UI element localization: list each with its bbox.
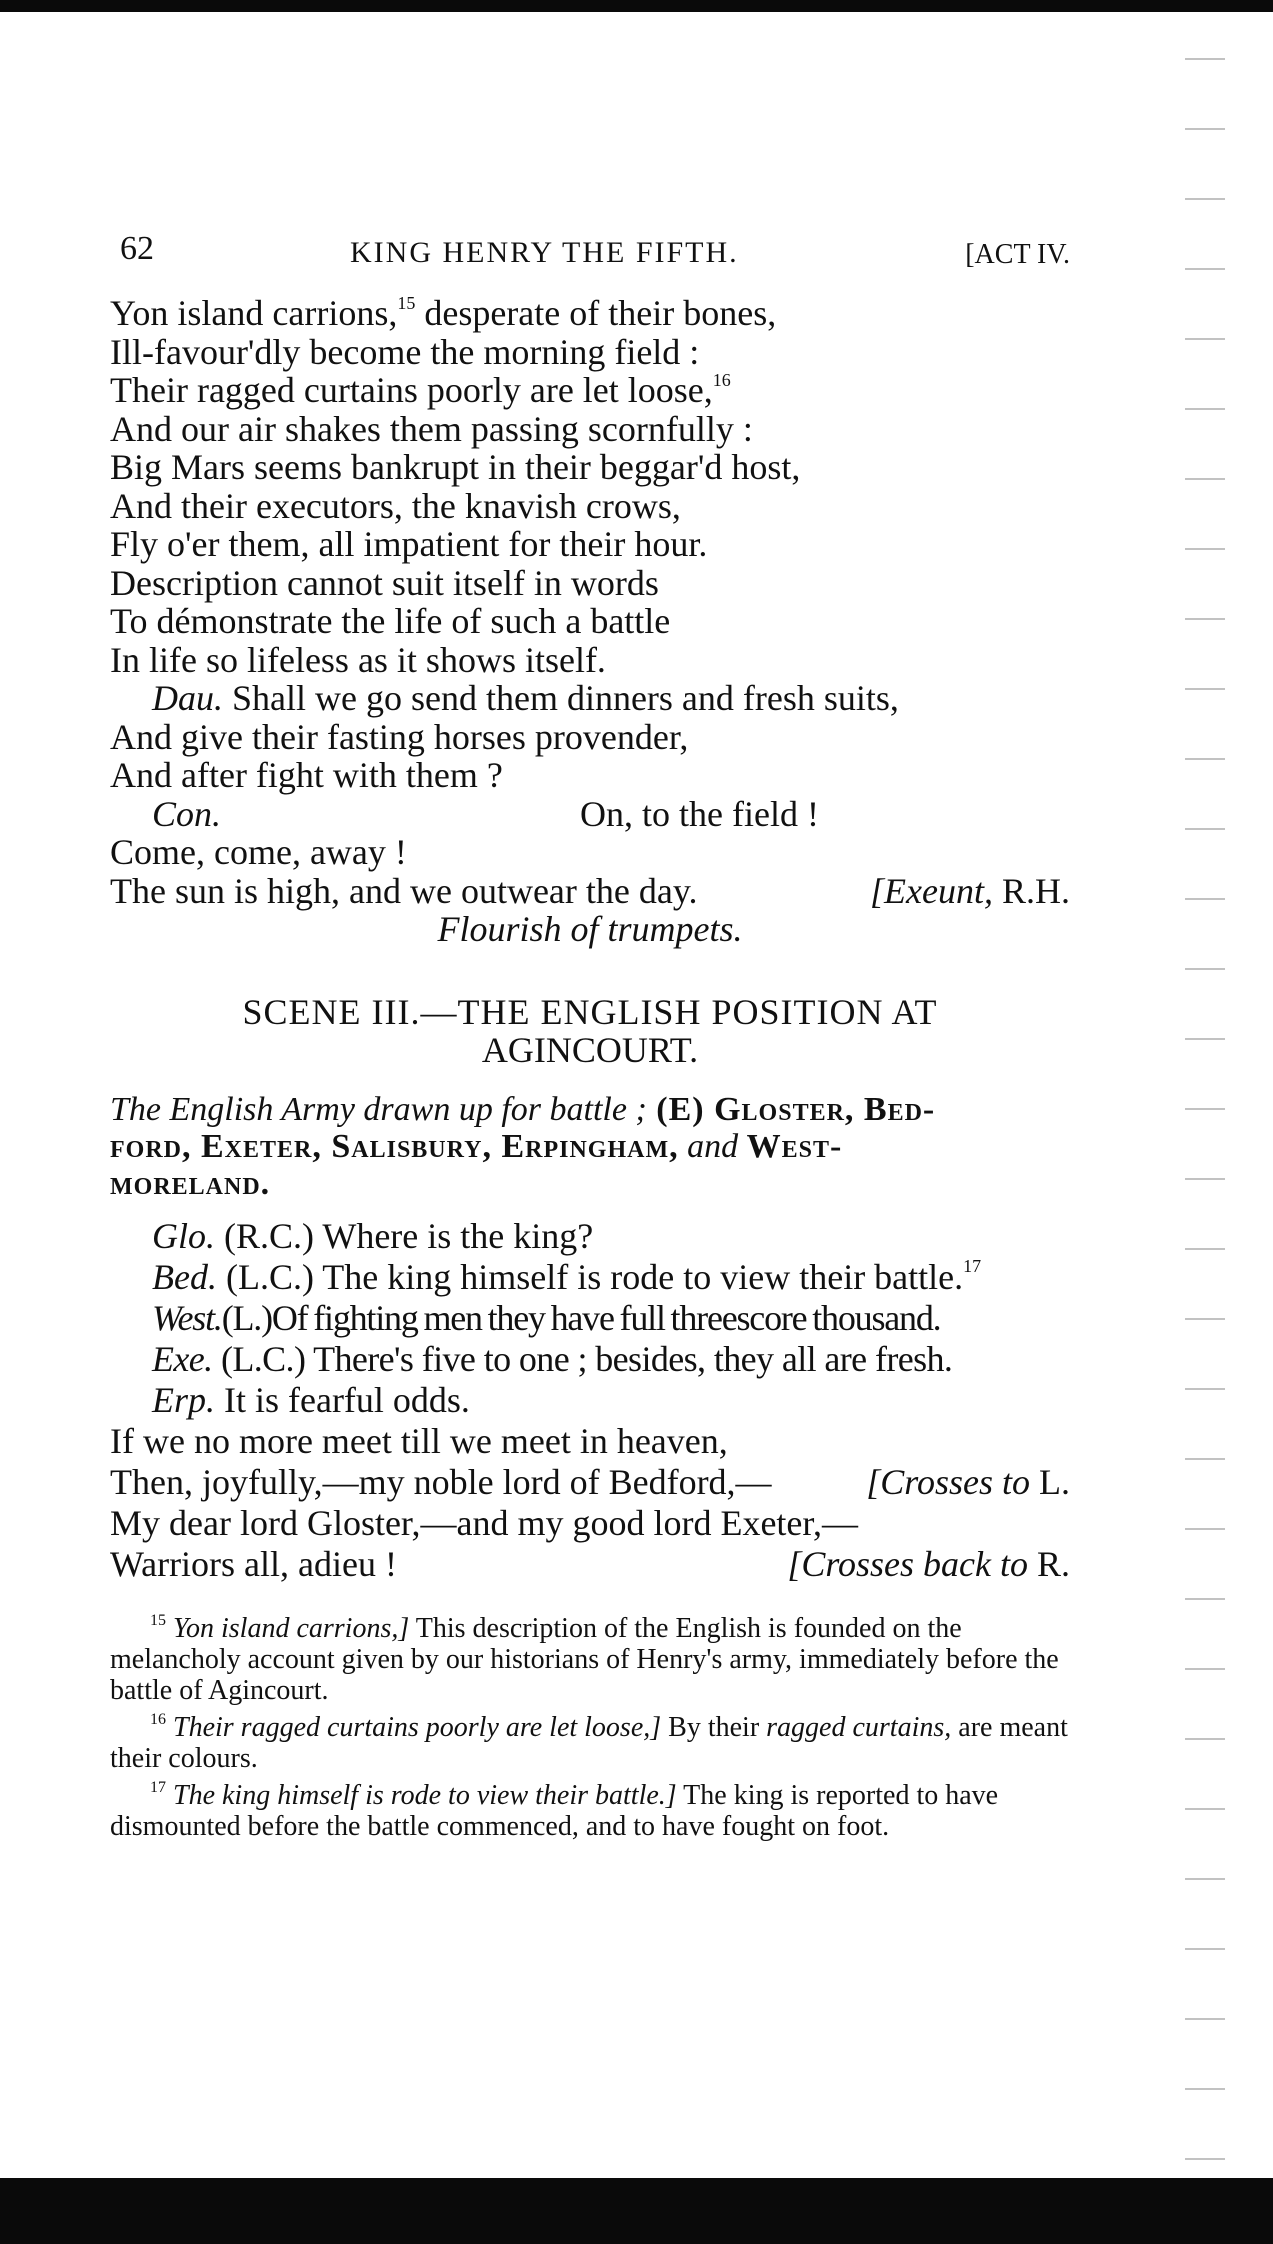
speaker-name: Con. bbox=[152, 793, 222, 834]
page-number: 62 bbox=[120, 230, 154, 267]
running-title: KING HENRY THE FIFTH. bbox=[350, 236, 739, 269]
act-label: [ACT IV. bbox=[965, 239, 1070, 270]
stage-direction: [Exeunt, R.H. bbox=[870, 870, 1070, 911]
page-content bbox=[110, 230, 1070, 1848]
footnote: $^{15}$ Yon island carrions,] This description of the English is founded on the melancholy account given by our historians of Henry's army, immediately before the battle of Agincourt. bbox=[110, 1611, 1059, 1706]
verse-line: Their ragged curtains poorly are let loose,$^{16}$ bbox=[110, 370, 731, 410]
footnote: $^{17}$ The king himself is rode to view their battle.] The king is reported to have dismounted before the battle commenced, and to have fought on foot. bbox=[110, 1778, 999, 1842]
running-header bbox=[110, 230, 1070, 276]
scene-heading: SCENE III.—THE ENGLISH POSITION AT AGINCOURT. bbox=[242, 991, 938, 1070]
speaker-name: Dau. bbox=[152, 678, 223, 718]
dauphin-speech: Dau. Shall we go send them dinners and fresh suits, And give their fasting horses provender, And after fight with them ? bbox=[110, 678, 899, 795]
footnotes bbox=[110, 1613, 1070, 1842]
scan-border-bottom bbox=[0, 2178, 1273, 2244]
verse-line: And our air shakes them passing scornfully : bbox=[110, 408, 753, 449]
verse-line: Yon island carrions,$^{15}$ desperate of their bones, bbox=[110, 293, 777, 333]
stage-direction: [Crosses back to R. bbox=[787, 1543, 1070, 1584]
dialog-line: Exe. (L.C.) There's five to one ; besides, they all are fresh. bbox=[152, 1338, 953, 1379]
verse-line: And their executors, the knavish crows, bbox=[110, 485, 681, 526]
dialog-line: Erp. It is fearful odds. bbox=[152, 1379, 470, 1420]
stage-direction: Flourish of trumpets. bbox=[437, 909, 743, 949]
stage-direction: [Crosses to L. bbox=[866, 1461, 1070, 1502]
dialog-line: Bed. (L.C.) The king himself is rode to view their battle.$^{17}$ bbox=[152, 1255, 982, 1297]
constable-speech: Con. On, to the field ! Come, come, away ! The sun is high, and we outwear the day. [Exeunt, R.H. Flourish of trumpets. bbox=[110, 793, 1070, 949]
scene-stage-direction: The English Army drawn up for battle ; (E) Gloster, Bed- ford, Exeter, Salisbury, Erpingham, and West- moreland. bbox=[110, 1090, 936, 1202]
scan-border-top bbox=[0, 0, 1273, 12]
dialog-line: West.(L.)Of fighting men they have full threescore thousand. bbox=[152, 1297, 941, 1338]
scene-dialog: Glo. (R.C.) Where is the king? Bed. (L.C.) The king himself is rode to view their battle.$^{17}$ West.(L.)Of fighting men they have full threescore thousand. Exe. (L.C.) There's five to one ; besides, they all are fresh. Erp. It is fearful odds. If we no more meet till we meet in heaven, Then, joyfully,—my noble lord of Bedford,— [Crosses to L. My dear lord Gloster,—and my good lord Exeter,— Warriors all, adieu ! [Crosses back to R. bbox=[110, 1215, 1070, 1584]
dialog-line: Glo. (R.C.) Where is the king? bbox=[152, 1215, 594, 1256]
verse-line: Fly o'er them, all impatient for their hour. bbox=[110, 524, 708, 564]
verse-line: To démonstrate the life of such a battle bbox=[110, 601, 671, 641]
verse-line: Ill-favour'dly become the morning field : bbox=[110, 331, 700, 372]
verse-block bbox=[110, 294, 1070, 679]
scan-edge-marks bbox=[1185, 20, 1225, 2160]
verse-line: Big Mars seems bankrupt in their beggar'd host, bbox=[110, 447, 801, 487]
verse-line: In life so lifeless as it shows itself. bbox=[110, 639, 606, 680]
footnote: $^{16}$ Their ragged curtains poorly are let loose,] By their ragged curtains, are meant their colours. bbox=[110, 1710, 1068, 1774]
verse-line: Description cannot suit itself in words bbox=[110, 562, 659, 603]
